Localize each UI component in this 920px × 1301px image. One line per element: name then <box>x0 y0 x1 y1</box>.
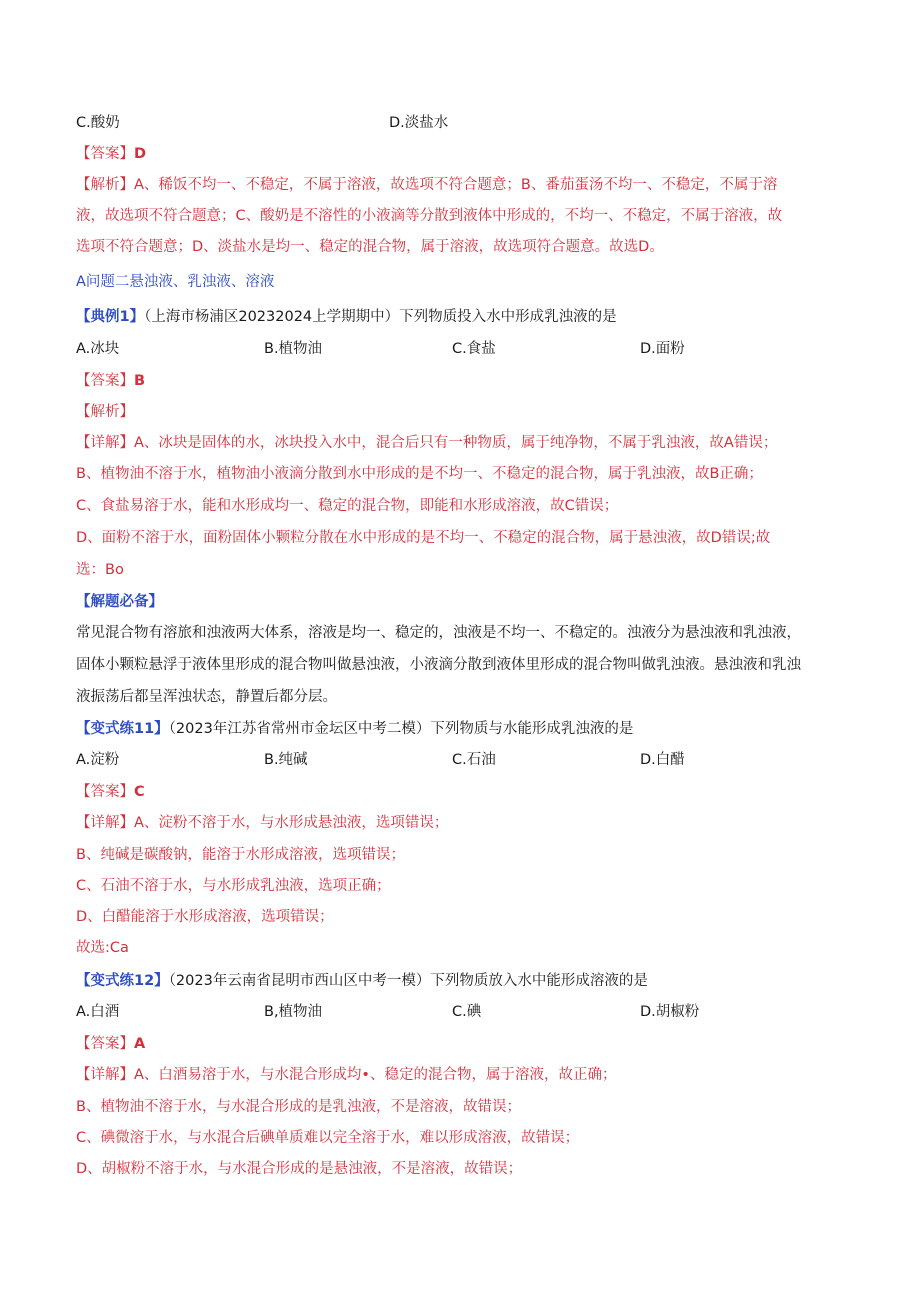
q0-analysis-line-2: 液，故选项不符合题意；C、酸奶是不溶性的小液滴等分散到液体中形成的，不均一、不稳定，不属于溶液，故 <box>76 208 783 224</box>
essentials-line-2: 固体小颗粒悬浮于液体里形成的混合物叫做悬浊液，小液滴分散到液体里形成的混合物叫做乳浊液。悬浊液和乳浊 <box>76 657 801 673</box>
option-c: C.碘 <box>452 1004 482 1020</box>
q0-analysis-line-3: 选项不符合题意；D、淡盐水是均一、稳定的混合物，属于溶液，故选项符合题意。故选D。 <box>76 239 664 255</box>
option-c: C.酸奶 <box>76 115 120 131</box>
answer-value: A <box>134 1036 146 1052</box>
variant-12-answer: 【答案】A <box>76 1036 146 1052</box>
variant-11-options <box>76 749 856 771</box>
option-b: B.纯碱 <box>264 752 308 768</box>
example-1-tag: 【典例1】 <box>76 309 145 325</box>
detail-label: 【详解】 <box>76 1067 134 1083</box>
q0-options <box>76 112 856 134</box>
option-d: D.胡椒粉 <box>640 1004 700 1020</box>
variant-12-question <box>76 970 648 992</box>
variant-12-stem: 下列物质放入水中能形成溶液的是 <box>430 973 648 989</box>
example-1-options <box>76 338 856 360</box>
option-d: D.面粉 <box>640 341 685 357</box>
variant-12-detail-2: B、植物油不溶于水，与水混合形成的是乳浊液，不是溶液，故错误； <box>76 1099 521 1115</box>
variant-11-question <box>76 718 633 740</box>
answer-label: 【答案】 <box>76 146 134 162</box>
example-1-stem: 下列物质投入水中形成乳浊液的是 <box>399 309 617 325</box>
answer-value: D <box>134 146 147 162</box>
variant-12-detail-3: C、碘微溶于水，与水混合后碘单质难以完全溶于水，难以形成溶液，故错误； <box>76 1130 580 1146</box>
option-a: A.淀粉 <box>76 752 120 768</box>
essentials-line-3: 液振荡后都呈浑浊状态，静置后都分层。 <box>76 689 337 705</box>
variant-12-detail-4: D、胡椒粉不溶于水，与水混合形成的是悬浊液，不是溶液，故错误； <box>76 1161 523 1177</box>
variant-11-detail-2: B、纯碱是碳酸钠，能溶于水形成溶液，选项错误； <box>76 847 405 863</box>
section-title: A问题二悬浊液、乳浊液、溶液 <box>76 274 275 290</box>
variant-11-answer: 【答案】C <box>76 784 145 800</box>
variant-11-detail-5: 故选:Ca <box>76 940 129 956</box>
example-1-question <box>76 306 617 328</box>
example-1-source: （上海市杨浦区20232024上学期期中） <box>144 309 400 325</box>
option-a: A.白酒 <box>76 1004 120 1020</box>
answer-value: B <box>134 373 146 389</box>
example-1-detail-5: 选：Bo <box>76 562 124 578</box>
variant-12-source: （2023年云南省昆明市西山区中考一模） <box>168 973 431 989</box>
variant-11-tag: 【变式练11】 <box>76 721 169 737</box>
variant-11-source: （2023年江苏省常州市金坛区中考二模） <box>168 721 431 737</box>
essentials-line-1: 常见混合物有溶旅和浊液两大体系，溶液是均一、稳定的，浊液是不均一、不稳定的。浊液分为悬浊液和乳浊液， <box>76 625 801 641</box>
variant-11-detail-4: D、白醋能溶于水形成溶液，选项错误； <box>76 909 334 925</box>
option-c: C.食盐 <box>452 341 496 357</box>
q0-analysis-line-1: 【解析】A、稀饭不均一、不稳定，不属于溶液，故选项不符合题意；B、番茄蛋汤不均一、不稳定，不属于溶 <box>76 177 778 193</box>
variant-12-options <box>76 1001 856 1023</box>
example-1-answer: 【答案】B <box>76 373 146 389</box>
variant-11-detail-3: C、石油不溶于水，与水形成乳浊液，选项正确； <box>76 878 391 894</box>
option-b: B.植物油 <box>264 341 323 357</box>
example-1-detail-4: D、面粉不溶于水，面粉固体小颗粒分散在水中形成的是不均一、不稳定的混合物，属于悬浊液，故D错误;故 <box>76 530 771 546</box>
example-1-analysis-label: 【解析】 <box>76 404 134 420</box>
example-1-detail-2: B、植物油不溶于水，植物油小液滴分散到水中形成的是不均一、不稳定的混合物，属于乳浊液，故B正确； <box>76 466 763 482</box>
option-b: B,植物油 <box>264 1004 323 1020</box>
option-c: C.石油 <box>452 752 496 768</box>
detail-label: 【详解】 <box>76 435 134 451</box>
variant-11-stem: 下列物质与水能形成乳浊液的是 <box>430 721 634 737</box>
essentials-label: 【解题必备】 <box>76 594 163 610</box>
example-1-detail-3: C、食盐易溶于水，能和水形成均一、稳定的混合物，即能和水形成溶液，故C错误； <box>76 498 619 514</box>
answer-value: C <box>134 784 145 800</box>
q0-answer <box>76 143 146 165</box>
example-1-detail-1: 【详解】A、冰块是固体的水，冰块投入水中，混合后只有一种物质，属于纯净物，不属于乳浊液，故A错误； <box>76 435 778 451</box>
variant-11-detail-1: 【详解】A、淀粉不溶于水，与水形成悬浊液，选项错误； <box>76 815 449 831</box>
option-d: D.白醋 <box>640 752 685 768</box>
option-d: D.淡盐水 <box>389 115 449 131</box>
analysis-label: 【解析】 <box>76 177 134 193</box>
detail-label: 【详解】 <box>76 815 134 831</box>
option-a: A.冰块 <box>76 341 120 357</box>
variant-12-detail-1: 【详解】A、白酒易溶于水，与水混合形成均•、稳定的混合物，属于溶液，故正确； <box>76 1067 617 1083</box>
variant-12-tag: 【变式练12】 <box>76 973 169 989</box>
